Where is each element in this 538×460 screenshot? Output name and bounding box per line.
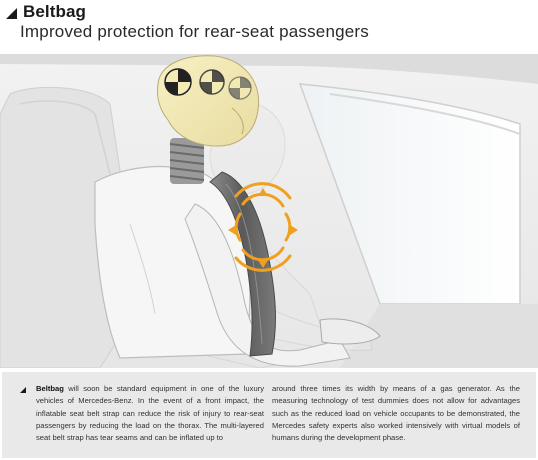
page-subtitle: Improved protection for rear-seat passengers: [20, 22, 369, 41]
caption-triangle-icon: [20, 387, 26, 393]
crash-target-1-icon: [165, 69, 191, 95]
crash-target-2-icon: [200, 70, 224, 94]
beltbag-illustration: [0, 54, 538, 368]
crash-target-3-icon: [229, 77, 251, 99]
header: [0, 0, 538, 52]
page-title: Beltbag: [23, 2, 87, 21]
caption-text-1: will soon be standard equipment in one of the luxury vehicles of Mercedes-Benz. In the event of a front impact, the inflatable seat belt strap can reduce the risk of injury to rear-seat passengers by reducing the load on the thorax. The multi-layered seat belt strap has tear seams and can be inflated up to: [36, 384, 264, 443]
caption-column-1: [36, 383, 264, 444]
title-row: [6, 2, 86, 22]
neck-spring: [170, 138, 204, 184]
caption-column-2: around three times its width by means of a gas generator. As the measuring technology of test dummies does not allow for advantages such as the reduced load on vehicle occupants to be demonstrated, the Mercedes safety experts also worked intensively with virtual models of humans during the development phase.: [272, 384, 520, 443]
caption-box: [2, 372, 536, 458]
triangle-marker-icon: [6, 8, 17, 19]
caption-lead: Beltbag: [36, 384, 64, 393]
